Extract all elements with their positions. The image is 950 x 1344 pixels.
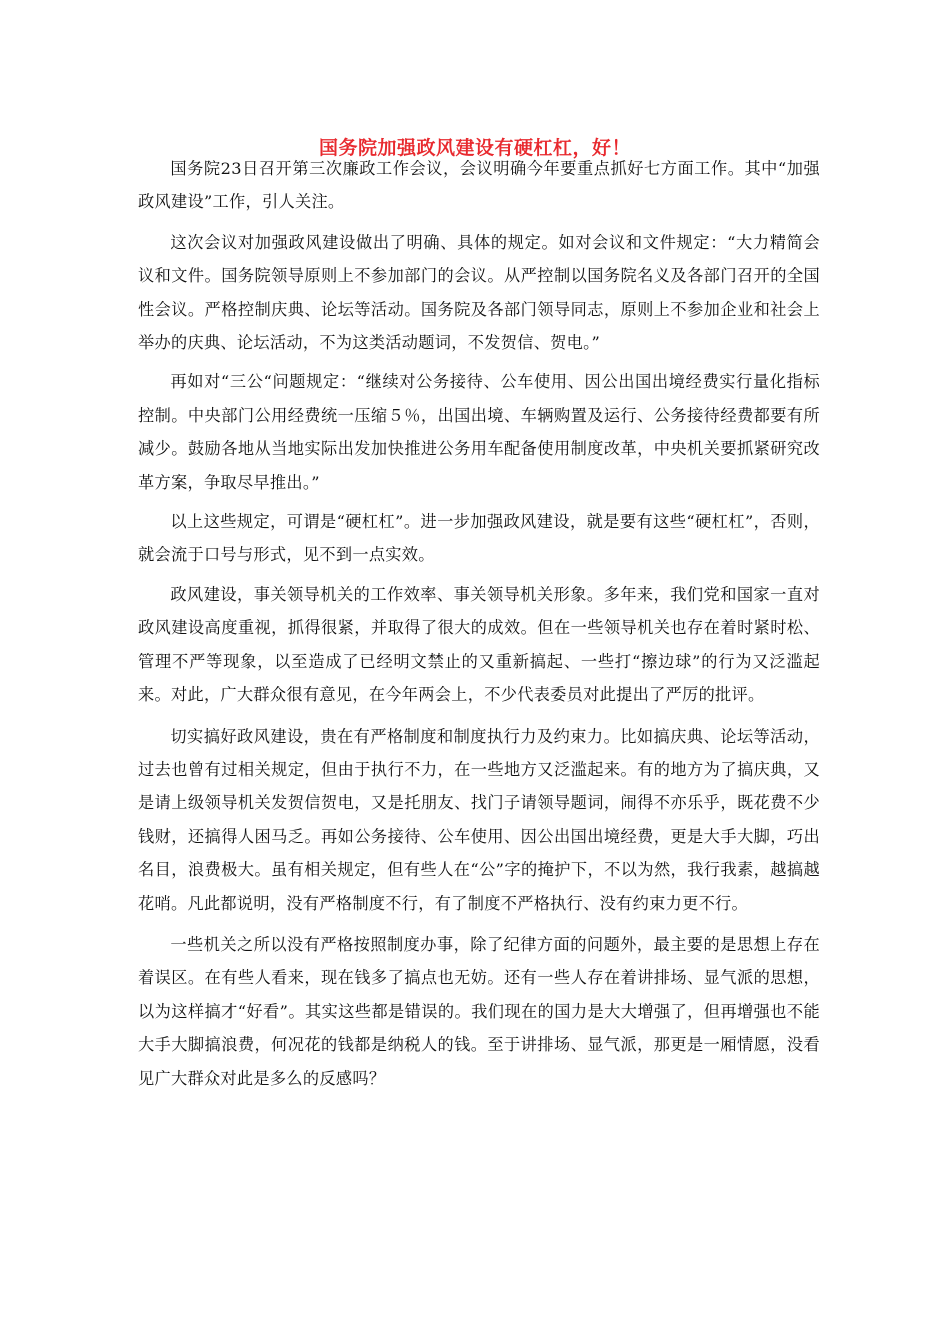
paragraph-2: 这次会议对加强政风建设做出了明确、具体的规定。如对会议和文件规定：“大力精简会议和文件。国务院领导原则上不参加部门的会议。从严控制以国务院名义及各部门召开的全国性会议。严格控制庆典、论坛等活动。国务院及各部门领导同志，原则上不参加企业和社会上举办的庆典、论坛活动，不为这类活动题词，不发贺信、贺电。” [138, 232, 820, 353]
paragraph-1: 国务院23日召开第三次廉政工作会议，会议明确今年要重点抓好七方面工作。其中“加强政风建设”工作，引人关注。 [138, 159, 820, 212]
paragraph-7: 一些机关之所以没有严格按照制度办事，除了纪律方面的问题外，最主要的是思想上存在着误区。在有些人看来，现在钱多了搞点也无妨。还有一些人存在着讲排场、显气派的思想，以为这样搞才“好看”。其实这些都是错误的。我们现在的国力是大大增强了，但再增强也不能大手大脚搞浪费，何况花的钱都是纳税人的钱。至于讲排场、显气派，那更是一厢情愿，没看见广大群众对此是多么的反感吗？ [138, 934, 820, 1088]
paragraph-3: 再如对“三公“问题规定：“继续对公务接待、公车使用、因公出国出境经费实行量化指标控制。中央部门公用经费统一压缩５％，出国出境、车辆购置及运行、公务接待经费都要有所减少。鼓励各地从当地实际出发加快推进公务用车配备使用制度改革，中央机关要抓紧研究改革方案，争取尽早推出。” [138, 372, 820, 492]
paragraph-6: 切实搞好政风建设，贵在有严格制度和制度执行力及约束力。比如搞庆典、论坛等活动，过去也曾有过相关规定，但由于执行不力，在一些地方又泛滥起来。有的地方为了搞庆典，又是请上级领导机关发贺信贺电，又是托朋友、找门子请领导题词，闹得不亦乐乎，既花费不少钱财，还搞得人困马乏。再如公务接待、公车使用、因公出国出境经费，更是大手大脚，巧出名目，浪费极大。虽有相关规定，但有些人在“公”字的掩护下，不以为然，我行我素，越搞越花哨。凡此都说明，没有严格制度不行，有了制度不严格执行、没有约束力更不行。 [138, 726, 820, 913]
paragraph-5: 政风建设，事关领导机关的工作效率、事关领导机关形象。多年来，我们党和国家一直对政风建设高度重视，抓得很紧，并取得了很大的成效。但在一些领导机关也存在着时紧时松、管理不严等现象，以至造成了已经明文禁止的又重新搞起、一些打“擦边球”的行为又泛滥起来。对此，广大群众很有意见，在今年两会上，不少代表委员对此提出了严厉的批评。 [138, 584, 820, 705]
paragraph-4: 以上这些规定，可谓是“硬杠杠”。进一步加强政风建设，就是要有这些“硬杠杠”，否则，就会流于口号与形式，见不到一点实效。 [138, 512, 820, 565]
document-title: 国务院加强政风建设有硬杠杠，好！ [318, 136, 631, 159]
document-body [138, 152, 820, 1095]
